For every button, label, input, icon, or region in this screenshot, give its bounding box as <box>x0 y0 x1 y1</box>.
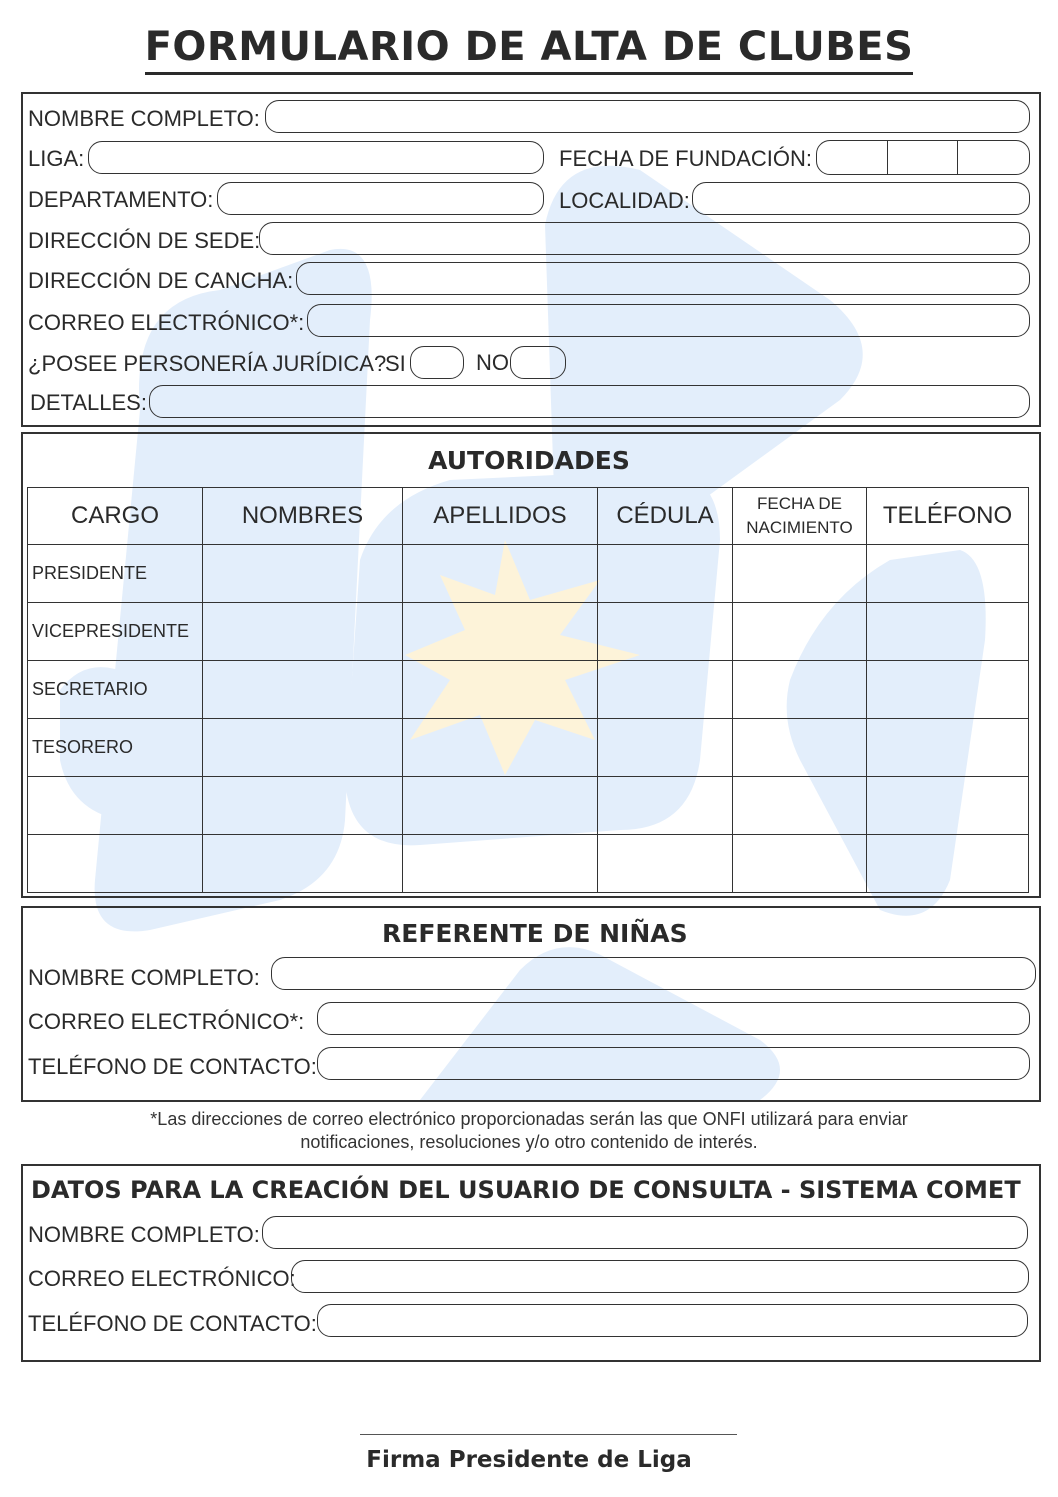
nombres-cell[interactable] <box>203 777 403 835</box>
header-nombres: NOMBRES <box>203 488 403 545</box>
referente-correo-label: CORREO ELECTRÓNICO*: <box>28 1009 305 1034</box>
header-fecha-nacimiento <box>733 488 867 545</box>
signature-label: Firma Presidente de Liga <box>366 1447 692 1473</box>
direccion-cancha-field[interactable] <box>296 262 1030 295</box>
table-header-row <box>28 488 1029 545</box>
cargo-cell: PRESIDENTE <box>28 545 203 603</box>
nombres-cell[interactable] <box>203 545 403 603</box>
comet-nombre-field[interactable] <box>262 1216 1028 1249</box>
header-fecha-line1: FECHA DE <box>756 494 843 513</box>
correo-field[interactable] <box>307 304 1030 337</box>
comet-telefono-label: TELÉFONO DE CONTACTO: <box>28 1311 317 1336</box>
cargo-cell: TESORERO <box>28 719 203 777</box>
personeria-label: ¿POSEE PERSONERÍA JURÍDICA? <box>28 351 387 376</box>
note-line-2: notificaciones, resoluciones y/o otro contenido de interés. <box>300 1132 758 1152</box>
referente-nombre-label: NOMBRE COMPLETO: <box>28 965 260 990</box>
comet-correo-field[interactable] <box>291 1260 1029 1293</box>
nombre-field[interactable] <box>265 100 1030 133</box>
fecha-fundacion-label: FECHA DE FUNDACIÓN: <box>559 146 813 171</box>
header-cargo: CARGO <box>28 488 203 545</box>
apellidos-cell[interactable] <box>403 545 598 603</box>
fecha-nacimiento-cell[interactable] <box>733 835 867 893</box>
telefono-cell[interactable] <box>867 545 1029 603</box>
email-note <box>0 1108 1058 1154</box>
signature-line <box>360 1434 737 1435</box>
liga-label: LIGA: <box>28 146 85 171</box>
referente-telefono-field[interactable] <box>317 1047 1030 1080</box>
referente-title: REFERENTE DE NIÑAS <box>382 919 688 948</box>
comet-correo-label: CORREO ELECTRÓNICO: <box>28 1266 296 1291</box>
nombres-cell[interactable] <box>203 603 403 661</box>
table-row <box>28 777 1029 835</box>
comet-nombre-label: NOMBRE COMPLETO: <box>28 1222 260 1247</box>
apellidos-cell[interactable] <box>403 777 598 835</box>
cargo-cell: SECRETARIO <box>28 661 203 719</box>
header-cedula: CÉDULA <box>598 488 733 545</box>
nombres-cell[interactable] <box>203 719 403 777</box>
cedula-cell[interactable] <box>598 835 733 893</box>
autoridades-table <box>27 487 1029 893</box>
cedula-cell[interactable] <box>598 719 733 777</box>
no-checkbox[interactable] <box>510 346 566 379</box>
cedula-cell[interactable] <box>598 777 733 835</box>
referente-telefono-label: TELÉFONO DE CONTACTO: <box>28 1054 317 1079</box>
localidad-field[interactable] <box>692 182 1030 215</box>
apellidos-cell[interactable] <box>403 719 598 777</box>
fecha-nacimiento-cell[interactable] <box>733 603 867 661</box>
departamento-label: DEPARTAMENTO: <box>28 187 214 212</box>
table-row <box>28 719 1029 777</box>
cargo-cell[interactable] <box>28 777 203 835</box>
referente-nombre-field[interactable] <box>271 957 1036 990</box>
table-row <box>28 661 1029 719</box>
apellidos-cell[interactable] <box>403 603 598 661</box>
table-row <box>28 545 1029 603</box>
cargo-cell[interactable] <box>28 835 203 893</box>
liga-field[interactable] <box>88 141 544 174</box>
si-label: SI <box>385 351 406 376</box>
telefono-cell[interactable] <box>867 719 1029 777</box>
nombres-cell[interactable] <box>203 835 403 893</box>
cargo-cell: VICEPRESIDENTE <box>28 603 203 661</box>
nombre-label: NOMBRE COMPLETO: <box>28 106 260 131</box>
table-row <box>28 835 1029 893</box>
fecha-nacimiento-cell[interactable] <box>733 719 867 777</box>
header-apellidos: APELLIDOS <box>403 488 598 545</box>
fecha-nacimiento-cell[interactable] <box>733 777 867 835</box>
page-title: FORMULARIO DE ALTA DE CLUBES <box>0 24 1058 70</box>
si-checkbox[interactable] <box>410 346 464 379</box>
telefono-cell[interactable] <box>867 835 1029 893</box>
apellidos-cell[interactable] <box>403 661 598 719</box>
no-label: NO <box>476 350 509 375</box>
cedula-cell[interactable] <box>598 545 733 603</box>
referente-correo-field[interactable] <box>317 1002 1030 1035</box>
note-line-1: *Las direcciones de correo electrónico proporcionadas serán las que ONFI utilizará para enviar <box>150 1109 908 1129</box>
detalles-field[interactable] <box>149 385 1030 418</box>
direccion-cancha-label: DIRECCIÓN DE CANCHA: <box>28 268 294 293</box>
fecha-nacimiento-cell[interactable] <box>733 661 867 719</box>
apellidos-cell[interactable] <box>403 835 598 893</box>
comet-telefono-field[interactable] <box>317 1304 1028 1337</box>
departamento-field[interactable] <box>217 182 544 215</box>
cedula-cell[interactable] <box>598 603 733 661</box>
telefono-cell[interactable] <box>867 603 1029 661</box>
table-row <box>28 603 1029 661</box>
direccion-sede-label: DIRECCIÓN DE SEDE: <box>28 228 261 253</box>
telefono-cell[interactable] <box>867 661 1029 719</box>
fecha-nacimiento-cell[interactable] <box>733 545 867 603</box>
correo-label: CORREO ELECTRÓNICO*: <box>28 310 305 335</box>
cedula-cell[interactable] <box>598 661 733 719</box>
comet-title: DATOS PARA LA CREACIÓN DEL USUARIO DE CONSULTA - SISTEMA COMET <box>31 1176 1021 1204</box>
header-fecha-line2: NACIMIENTO <box>746 518 853 537</box>
header-telefono: TELÉFONO <box>867 488 1029 545</box>
direccion-sede-field[interactable] <box>259 222 1030 255</box>
nombres-cell[interactable] <box>203 661 403 719</box>
telefono-cell[interactable] <box>867 777 1029 835</box>
fecha-fundacion-field[interactable] <box>816 140 1030 175</box>
localidad-label: LOCALIDAD: <box>559 188 690 213</box>
autoridades-title: AUTORIDADES <box>428 446 630 475</box>
detalles-label: DETALLES: <box>30 390 147 415</box>
